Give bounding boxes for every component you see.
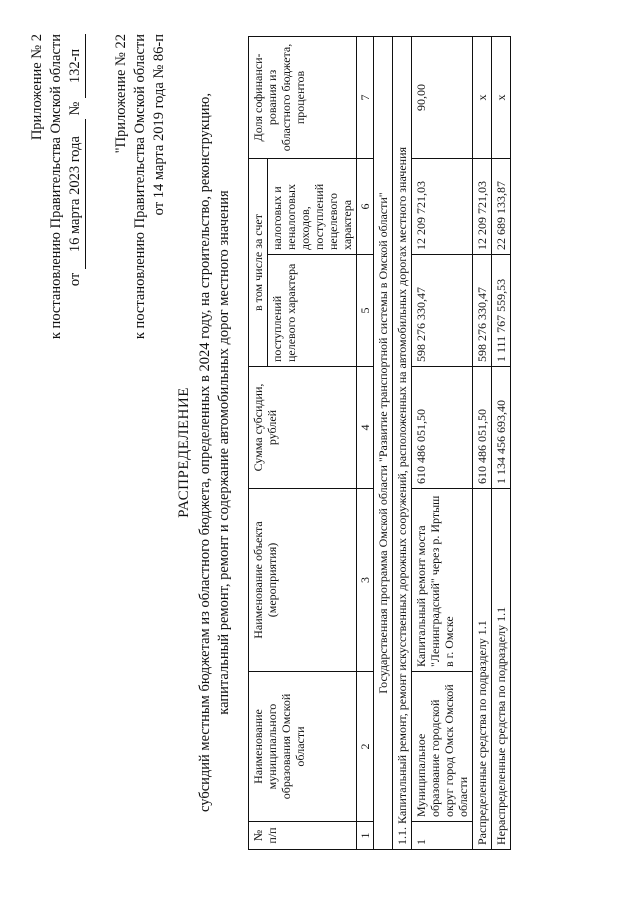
program-title: Государственная программа Омской области "Развитие транспортной системы в Омской области" <box>374 36 393 849</box>
column-number: 4 <box>357 367 374 489</box>
row-object: Капитальный ремонт моста "Ленинградский" через р. Иртыш в г. Омске <box>412 489 473 672</box>
distributed-nontargeted: 12 209 721,03 <box>473 158 492 254</box>
undistributed-total-row <box>492 36 511 849</box>
row-share: 90,00 <box>412 36 473 158</box>
section-row <box>393 36 412 849</box>
column-number: 2 <box>357 672 374 822</box>
appendix-header-new <box>28 34 86 339</box>
header-subsidy: Сумма субсидии, рублей <box>249 367 357 489</box>
appendix-number: Приложение № 2 <box>29 34 45 141</box>
header-num: № п/п <box>249 822 357 850</box>
column-number: 7 <box>357 36 374 158</box>
row-nontargeted: 12 209 721,03 <box>412 158 473 254</box>
appendix-date-line <box>66 34 86 339</box>
number-label: № <box>67 101 83 116</box>
row-num: 1 <box>412 822 473 850</box>
subtitle-line-2: капитальный ремонт, ремонт и содержание автомобильных дорог местного значения <box>216 190 232 715</box>
header-targeted: поступлений целевого характера <box>268 255 357 367</box>
resolution-number: 132-п <box>66 34 86 98</box>
appendix-header-old <box>112 34 169 339</box>
distributed-share: х <box>473 36 492 158</box>
table-header-row <box>249 36 268 849</box>
subtitle-line-1: субсидий местным бюджетам из областного бюджета, определенных в 2024 году, на строительство, реконструкцию, <box>197 93 213 812</box>
distributed-targeted: 598 276 330,47 <box>473 255 492 367</box>
undistributed-label: Нераспределенные средства по подразделу 1.1 <box>492 489 511 850</box>
old-appendix-number: "Приложение № 22 <box>113 34 129 154</box>
undistributed-targeted: 1 111 767 559,53 <box>492 255 511 367</box>
header-nontargeted: налоговых и неналоговых доходов, поступлений нецелевого характера <box>268 158 357 254</box>
old-appendix-resolution-line: к постановлению Правительства Омской области <box>132 34 148 340</box>
header-object: Наименование объекта (мероприятия) <box>249 489 357 672</box>
from-label: от <box>67 272 83 287</box>
row-targeted: 598 276 330,47 <box>412 255 473 367</box>
program-row <box>374 36 393 849</box>
column-number: 1 <box>357 822 374 850</box>
appendix-resolution-line: к постановлению Правительства Омской области <box>48 34 64 340</box>
undistributed-share: х <box>492 36 511 158</box>
undistributed-nontargeted: 22 689 133,87 <box>492 158 511 254</box>
old-appendix-date-line: от 14 марта 2019 года № 86-п <box>151 34 167 216</box>
column-number-row <box>357 36 374 849</box>
undistributed-subsidy: 1 134 456 693,40 <box>492 367 511 489</box>
header-municipality: Наименование муниципального образования Омской области <box>249 672 357 822</box>
document-title: РАСПРЕДЕЛЕНИЕ <box>176 387 192 518</box>
distribution-table <box>248 36 511 850</box>
resolution-date: 16 марта 2023 года <box>66 119 86 269</box>
distributed-label: Распределенные средства по подразделу 1.1 <box>473 489 492 850</box>
section-title: 1.1. Капитальный ремонт, ремонт искусственных дорожных сооружений, расположенных на автомобильных дорогах местного значения <box>393 36 412 849</box>
column-number: 5 <box>357 255 374 367</box>
distributed-total-row <box>473 36 492 849</box>
header-including: в том числе за счет <box>249 158 268 366</box>
row-municipality: Муниципальное образование городской округ город Омск Омской области <box>412 672 473 822</box>
table-row <box>412 36 473 849</box>
header-share: Доля софинанси-рования из областного бюджета, процентов <box>249 36 357 158</box>
distributed-subsidy: 610 486 051,50 <box>473 367 492 489</box>
document-subtitle <box>196 40 234 865</box>
row-subsidy: 610 486 051,50 <box>412 367 473 489</box>
column-number: 6 <box>357 158 374 254</box>
column-number: 3 <box>357 489 374 672</box>
